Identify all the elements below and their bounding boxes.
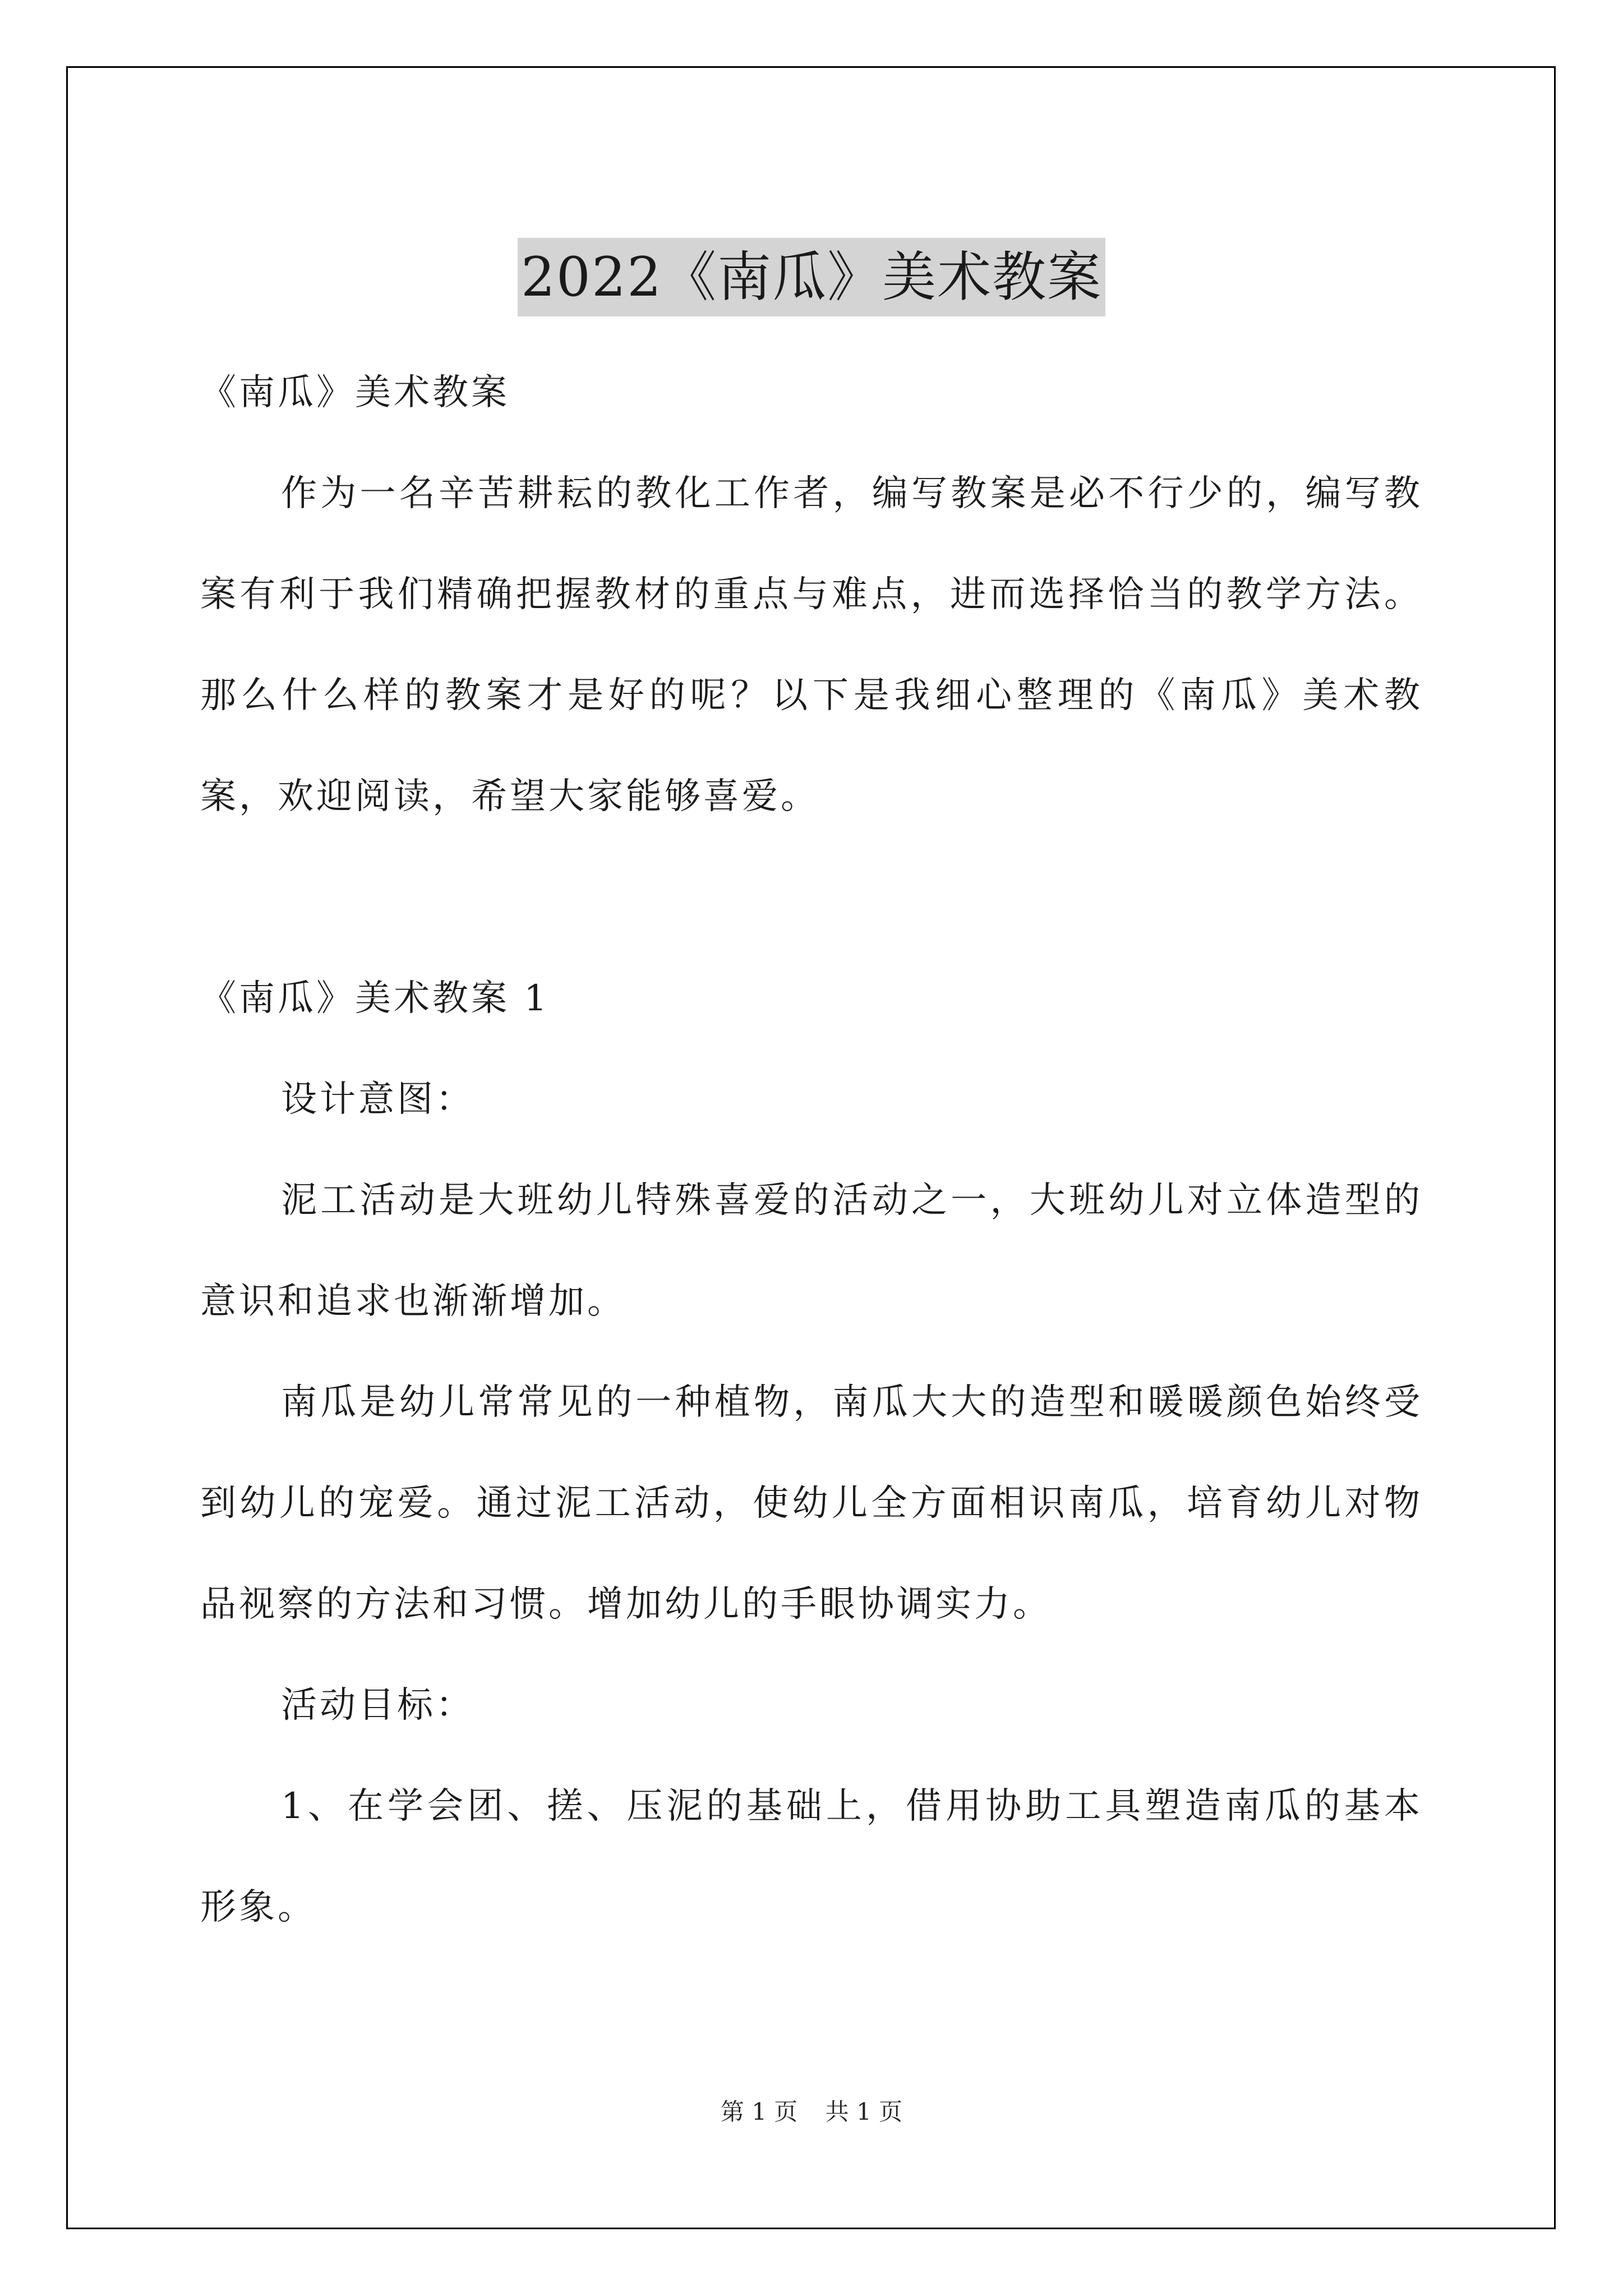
list-item: 1、在学会团、搓、压泥的基础上，借用协助工具塑造南瓜的基本形象。 [200, 1786, 1423, 1928]
subheading: 设计意图： [281, 1079, 474, 1120]
page-total: 共 1 页 [825, 2098, 903, 2125]
page-footer [0, 2095, 1623, 2129]
page-number: 第 1 页 [720, 2098, 798, 2125]
document-title: 2022《南瓜》美术教案 [518, 238, 1105, 316]
title-container [0, 202, 1623, 353]
document-body [200, 342, 1423, 1958]
body-paragraph: 泥工活动是大班幼儿特殊喜爱的活动之一，大班幼儿对立体造型的意识和追求也渐渐增加。 [200, 1180, 1423, 1322]
subheading: 活动目标： [281, 1685, 474, 1726]
intro-paragraph: 作为一名辛苦耕耘的教化工作者，编写教案是必不行少的，编写教案有利于我们精确把握教材的重点与难点，进而选择恰当的教学方法。那么什么样的教案才是好的呢？以下是我细心整理的《南瓜》美术教案，欢迎阅读，希望大家能够喜爱。 [200, 473, 1423, 817]
section-heading: 《南瓜》美术教案 [200, 372, 510, 413]
section-heading: 《南瓜》美术教案 1 [200, 978, 550, 1019]
body-paragraph: 南瓜是幼儿常常见的一种植物，南瓜大大的造型和暖暖颜色始终受到幼儿的宠爱。通过泥工活动，使幼儿全方面相识南瓜，培育幼儿对物品视察的方法和习惯。增加幼儿的手眼协调实力。 [200, 1382, 1423, 1625]
spacer [200, 847, 1423, 948]
